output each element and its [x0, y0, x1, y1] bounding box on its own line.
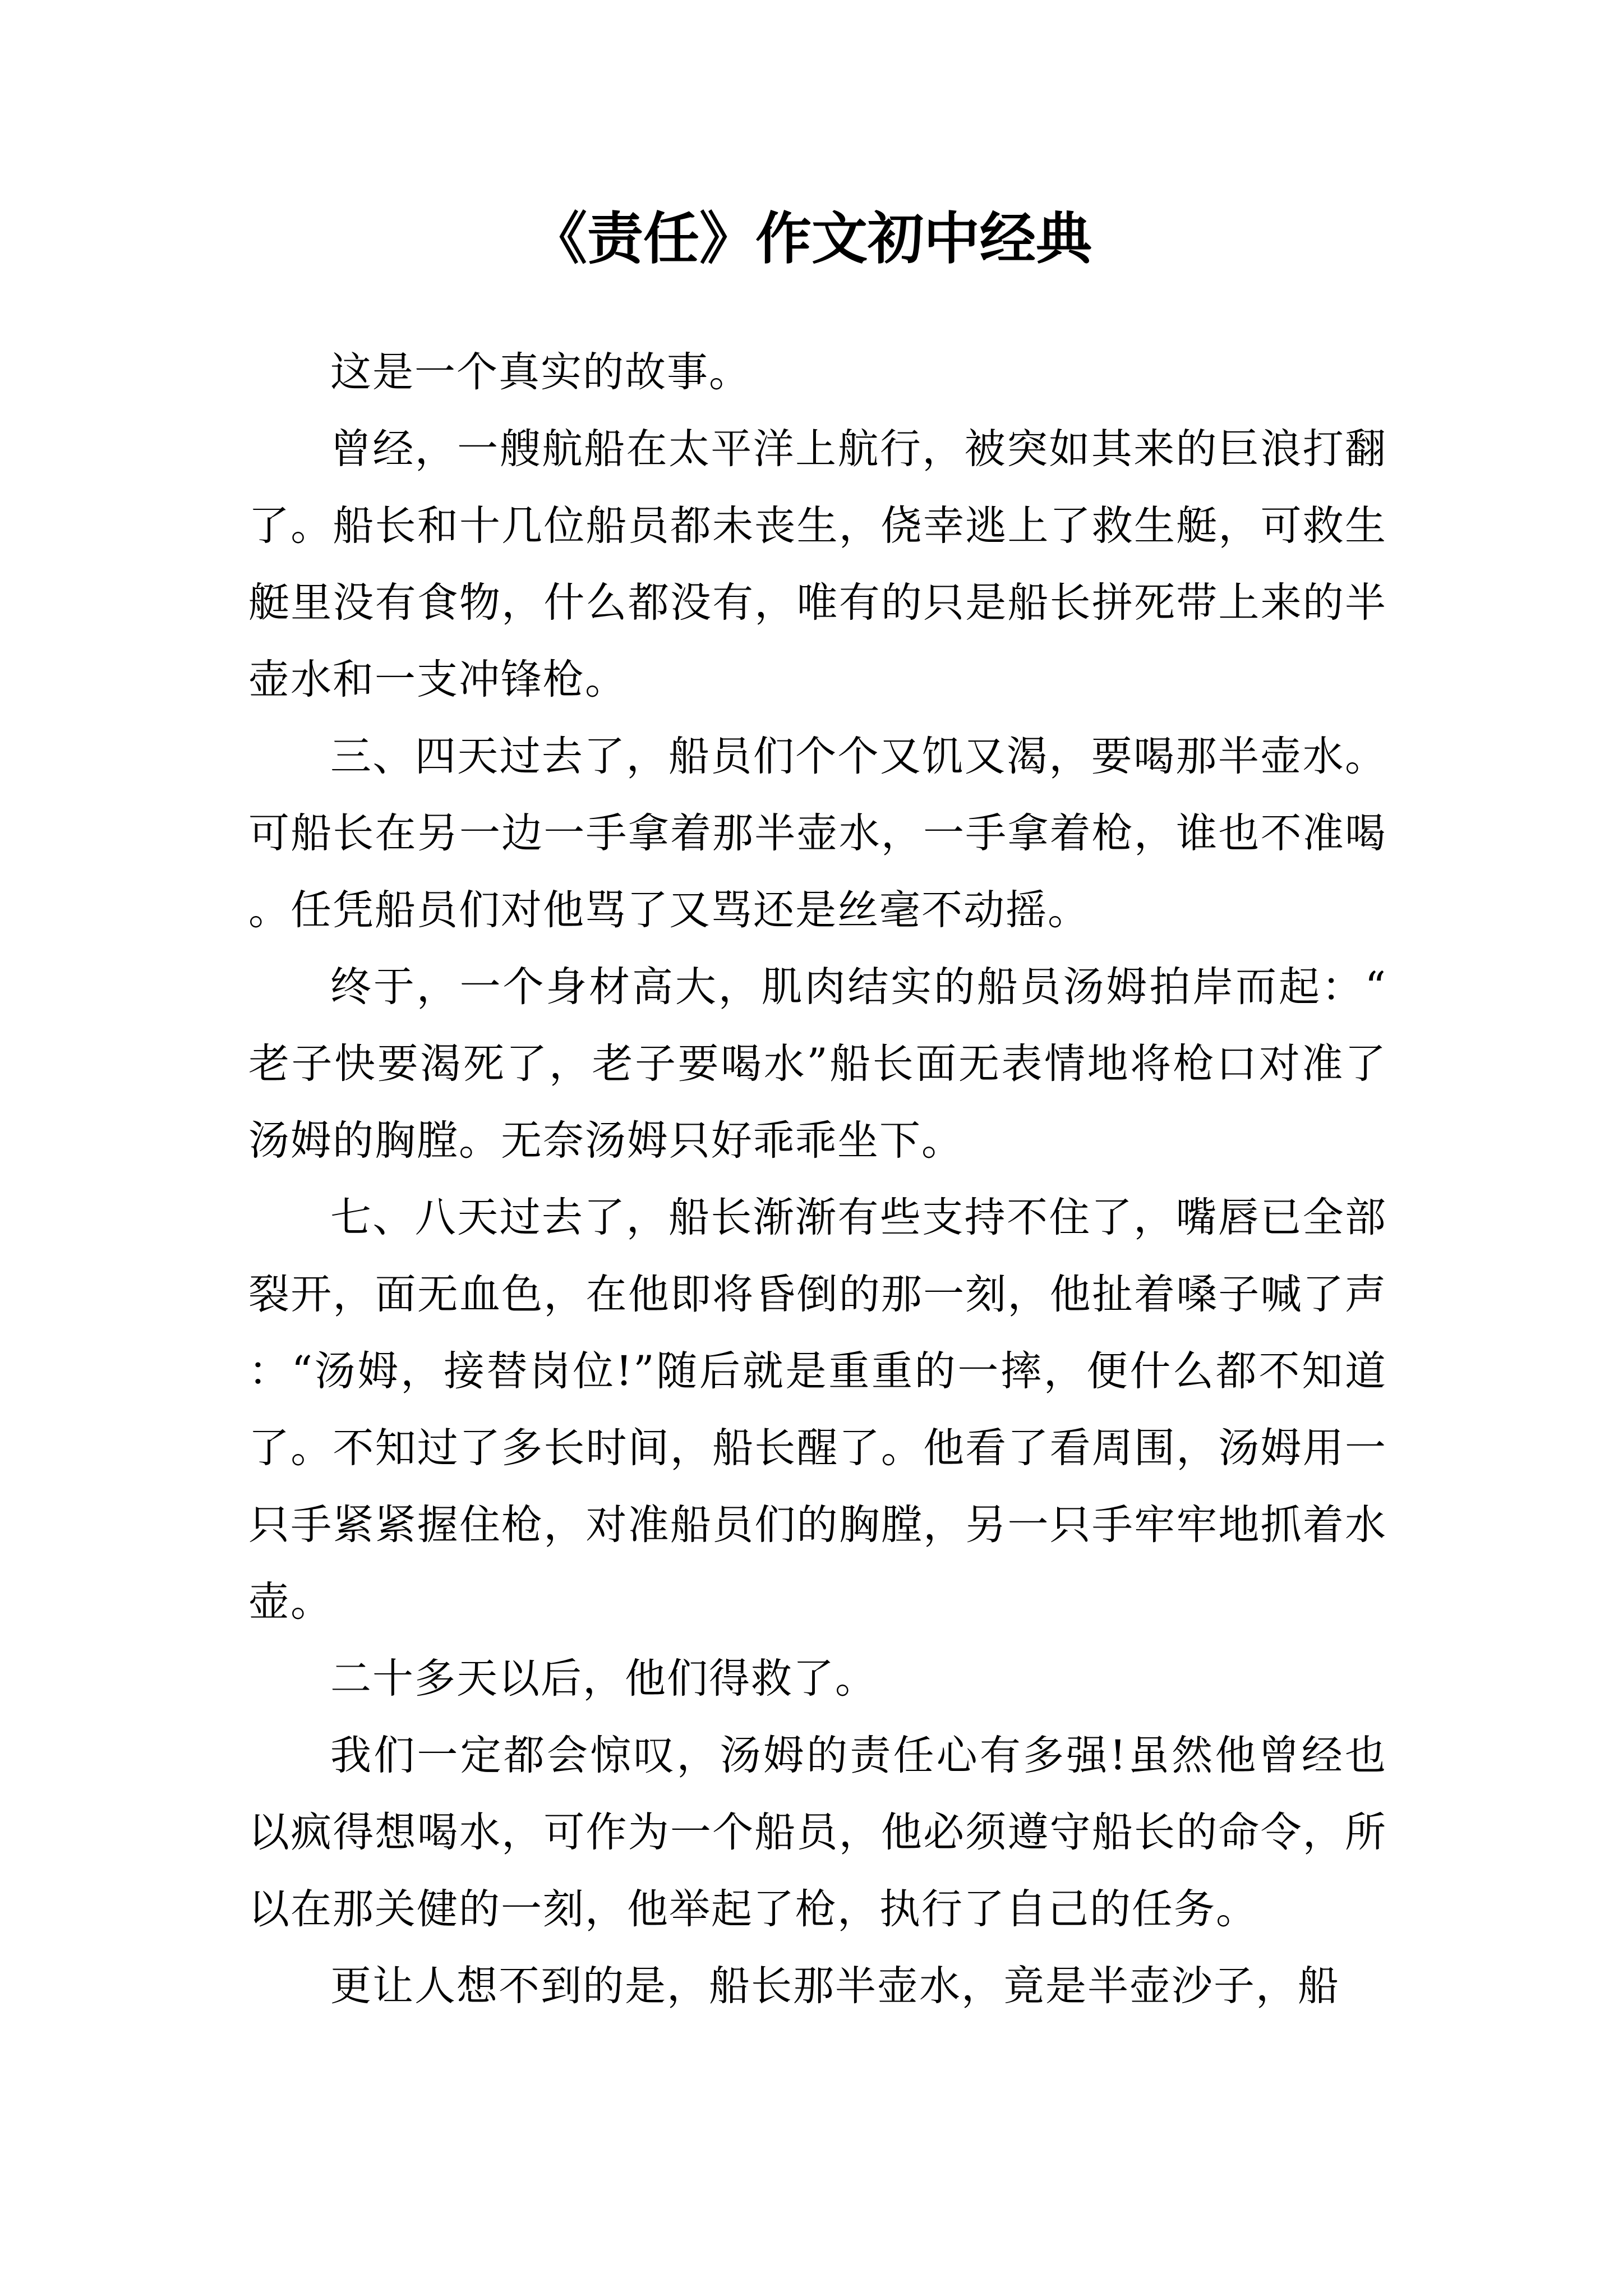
- paragraph: 七、八天过去了，船长渐渐有些支持不住了，嘴唇已全部裂开，面无血色，在他即将昏倒的那一刻，他扯着嗓子喊了声：“汤姆，接替岗位!”随后就是重重的一摔，便什么都不知道了。不知过了多长时间，船长醒了。他看了看周围，汤姆用一只手紧紧握住枪，对准船员们的胸膛，另一只手牢牢地抓着水壶。: [248, 1194, 1387, 1626]
- paragraph: 终于，一个身材高大，肌肉结实的船员汤姆拍岸而起：“老子快要渴死了，老子要喝水”船长面无表情地将枪口对准了汤姆的胸膛。无奈汤姆只好乖乖坐下。: [248, 963, 1387, 1165]
- paragraph: 二十多天以后，他们得救了。: [330, 1655, 877, 1703]
- paragraph: 曾经，一艘航船在太平洋上航行，被突如其来的巨浪打翻了。船长和十几位船员都未丧生，侥幸逃上了救生艇，可救生艇里没有食物，什么都没有，唯有的只是船长拼死带上来的半壶水和一支冲锋枪。: [248, 425, 1387, 703]
- paragraph: 我们一定都会惊叹，汤姆的责任心有多强!虽然他曾经也以疯得想喝水，可作为一个船员，他必须遵守船长的命令，所以在那关健的一刻，他举起了枪，执行了自己的任务。: [248, 1732, 1387, 1933]
- paragraph: 这是一个真实的故事。: [330, 348, 751, 396]
- paragraph: 更让人想不到的是，船长那半壶水，竟是半壶沙子，船: [330, 1962, 1340, 2010]
- document-title: 《责任》作文初中经典: [531, 205, 1092, 272]
- document-body: [248, 334, 1387, 2024]
- paragraph: 三、四天过去了，船员们个个又饥又渴，要喝那半壶水。可船长在另一边一手拿着那半壶水，一手拿着枪，谁也不准喝。任凭船员们对他骂了又骂还是丝毫不动摇。: [248, 733, 1387, 934]
